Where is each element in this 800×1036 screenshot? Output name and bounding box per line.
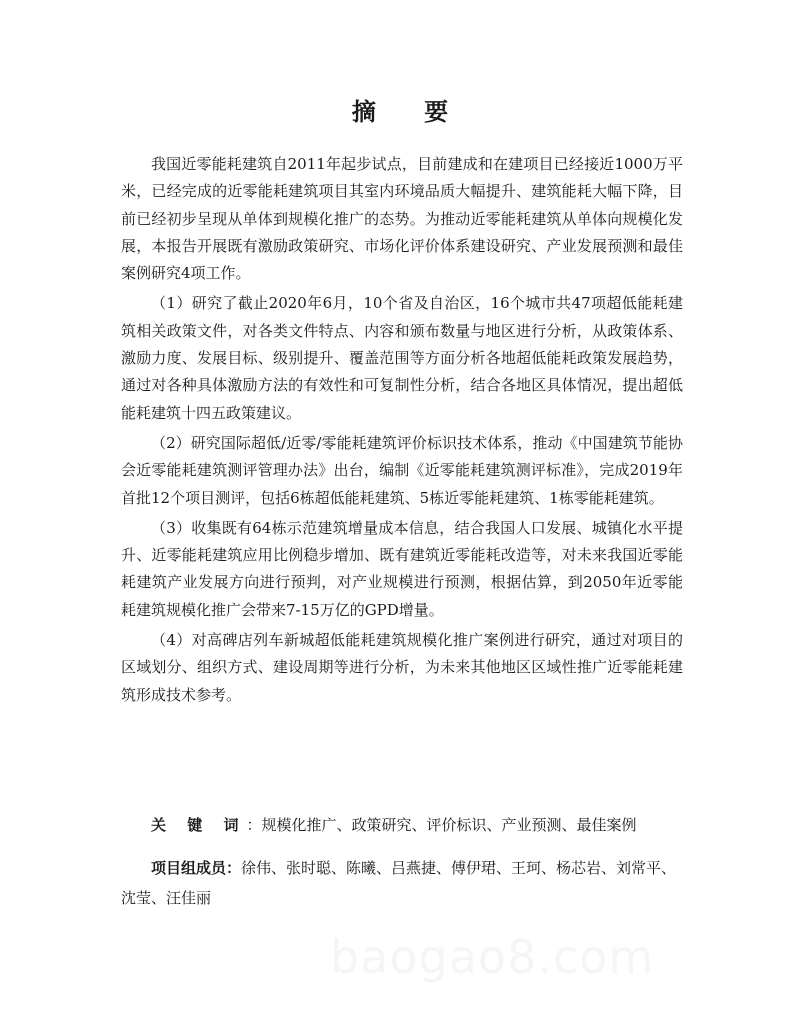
abstract-paragraph-2: （2）研究国际超低/近零/零能耗建筑评价标识技术体系，推动《中国建筑节能协会近零能耗建筑测评管理办法》出台，编制《近零能耗建筑测评标准》，完成2019年首批12个项目测评，包括6栋超低能耗建筑、5栋近零能耗建筑、1栋零能耗建筑。 xyxy=(121,433,683,507)
abstract-paragraph-1: （1）研究了截止2020年6月，10个省及自治区，16个城市共47项超低能耗建筑相关政策文件，对各类文件特点、内容和颁布数量与地区进行分析，从政策体系、激励力度、发展目标、级别提升、覆盖范围等方面分析各地超低能耗政策发展趋势，通过对各种具体激励方法的有效性和可复制性分析，结合各地区具体情况，提出超低能耗建筑十四五政策建议。 xyxy=(121,294,683,422)
abstract-paragraph-3: （3）收集既有64栋示范建筑增量成本信息，结合我国人口发展、城镇化水平提升、近零能耗建筑应用比例稳步增加、既有建筑近零能耗改造等，对未来我国近零能耗建筑产业发展方向进行预判，对产业规模进行预测，根据估算，到2050年近零能耗建筑规模化推广会带来7-15万亿的GPD增量。 xyxy=(121,518,683,619)
members-value: 徐伟、张时聪、陈曦、吕燕捷、傅伊珺、王珂、杨芯岩、刘常平、沈莹、汪佳丽 xyxy=(121,859,677,907)
keywords-label: 关 键 词 xyxy=(151,816,247,834)
project-members xyxy=(121,853,683,913)
watermark-text: baogao8.com xyxy=(330,930,655,984)
abstract-paragraph-4: （4）对高碑店列车新城超低能耗建筑规模化推广案例进行研究，通过对项目的区域划分、组织方式、建设周期等进行分析，为未来其他地区区域性推广近零能耗建筑形成技术参考。 xyxy=(121,631,683,704)
members-label: 项目组成员： xyxy=(151,859,242,877)
keywords-line xyxy=(151,812,691,838)
abstract-intro-paragraph: 我国近零能耗建筑自2011年起步试点，目前建成和在建项目已经接近1000万平米，已经完成的近零能耗建筑项目其室内环境品质大幅提升、建筑能耗大幅下降，目前已经初步呈现从单体到规模化推广的态势。为推动近零能耗建筑从单体向规模化发展，本报告开展既有激励政策研究、市场化评价体系建设研究、产业发展预测和最佳案例研究4项工作。 xyxy=(121,155,683,283)
page-title: 摘 要 xyxy=(351,97,469,126)
abstract-body xyxy=(121,151,683,712)
keywords-separator: ： xyxy=(246,816,262,834)
keywords-value: 规模化推广、政策研究、评价标识、产业预测、最佳案例 xyxy=(261,816,637,834)
